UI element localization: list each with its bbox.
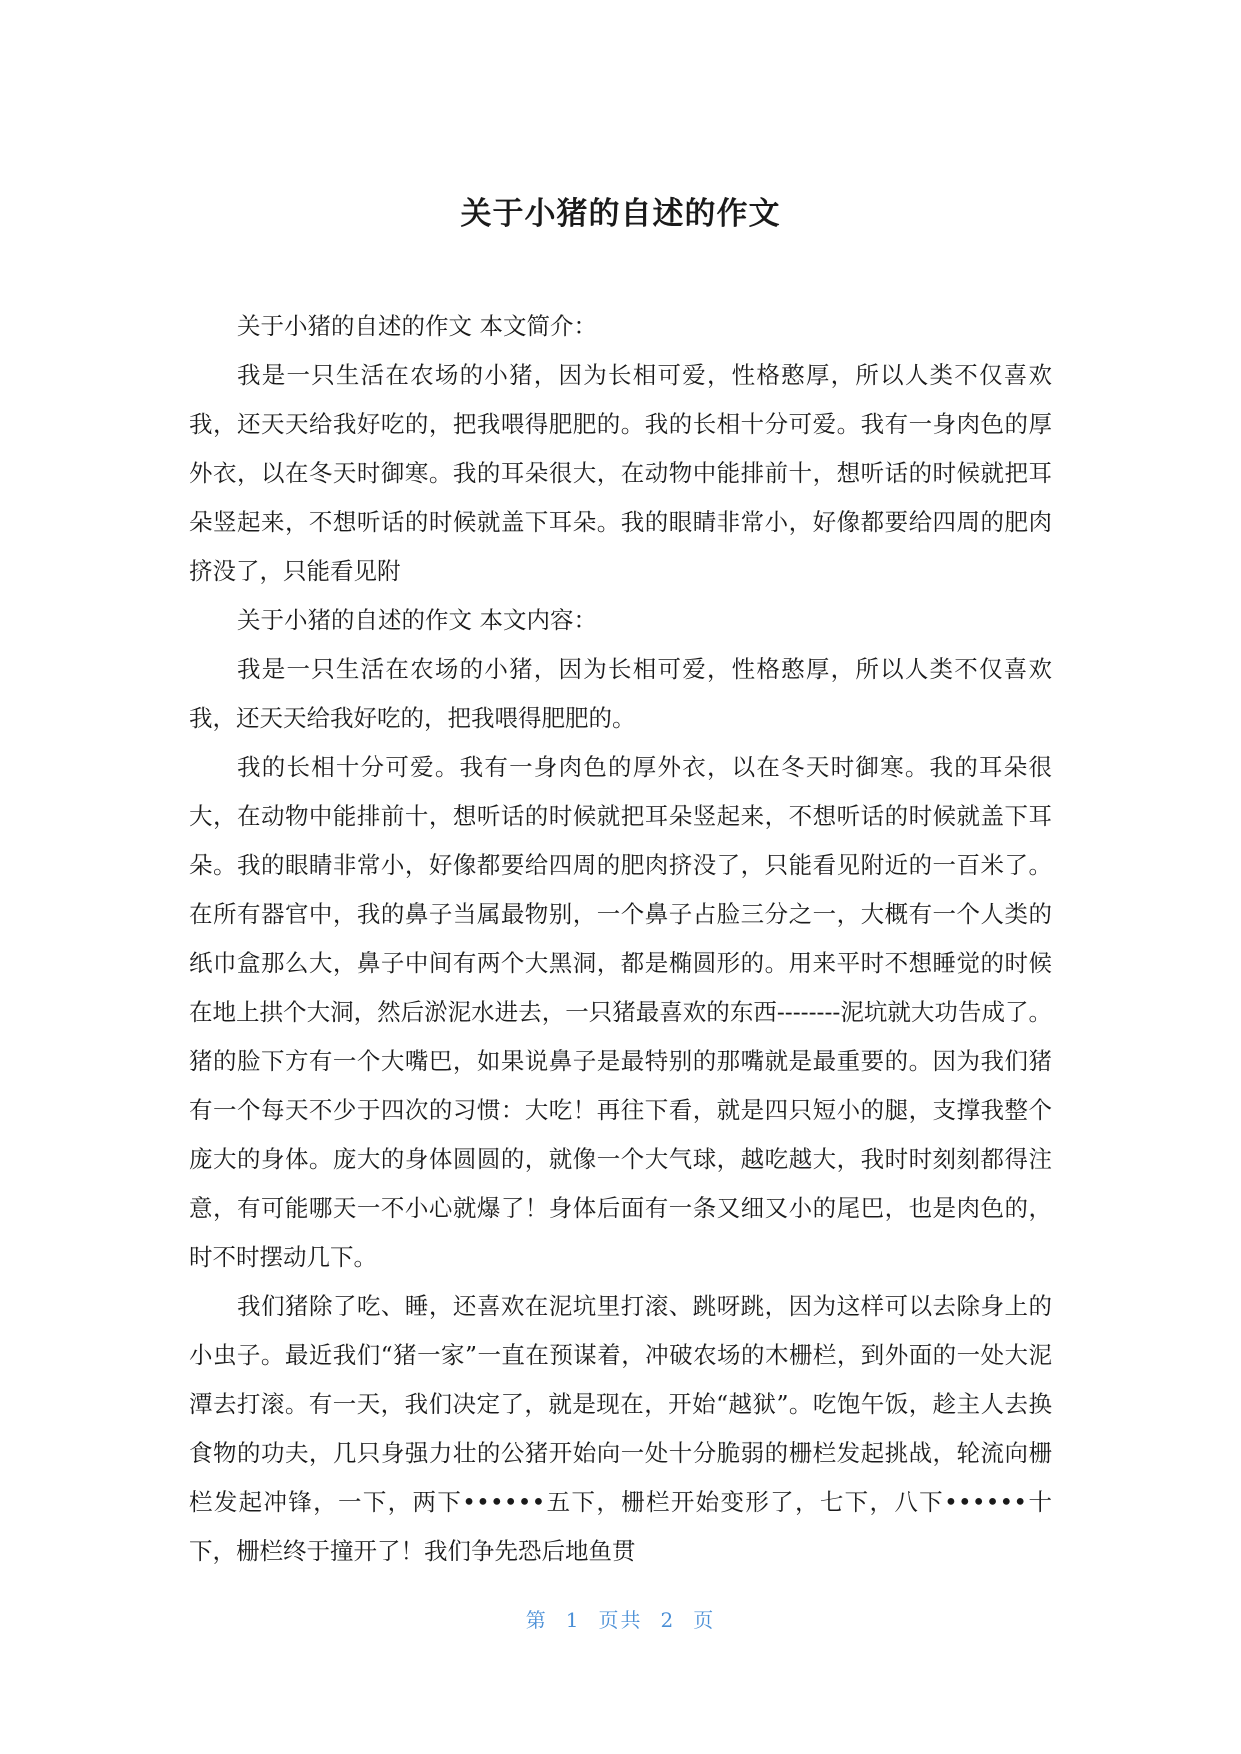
footer-prefix: 第 [525,1608,548,1632]
document-title: 关于小猪的自述的作文 [460,196,781,232]
footer-mid: 页共 [598,1608,643,1632]
paragraph-content-heading: 关于小猪的自述的作文 本文内容： [237,606,597,634]
paragraph-intro-summary: 我是一只生活在农场的小猪，因为长相可爱，性格憨厚，所以人类不仅喜欢我，还天天给我好吃的，把我喂得肥肥的。我的长相十分可爱。我有一身肉色的厚外衣，以在冬天时御寒。我的耳朵很大，在动物中能排前十，想听话的时候就把耳朵竖起来，不想听话的时候就盖下耳朵。我的眼睛非常小，好像都要给四周的肥肉挤没了，只能看见附 [189,361,1052,585]
paragraph-content-1: 我是一只生活在农场的小猪，因为长相可爱，性格憨厚，所以人类不仅喜欢我，还天天给我好吃的，把我喂得肥肥的。 [189,655,1052,732]
document-body [189,302,1052,1576]
footer-total-pages: 2 [660,1608,676,1632]
paragraph-intro-heading: 关于小猪的自述的作文 本文简介： [237,312,597,340]
paragraph-content-2: 我的长相十分可爱。我有一身肉色的厚外衣，以在冬天时御寒。我的耳朵很大，在动物中能排前十，想听话的时候就把耳朵竖起来，不想听话的时候就盖下耳朵。我的眼睛非常小，好像都要给四周的肥肉挤没了，只能看见附近的一百米了。在所有器官中，我的鼻子当属最物别，一个鼻子占脸三分之一，大概有一个人类的纸巾盒那么大，鼻子中间有两个大黑洞，都是椭圆形的。用来平时不想睡觉的时候在地上拱个大洞，然后淤泥水进去，一只猪最喜欢的东西--------泥坑就大功告成了。猪的脸下方有一个大嘴巴，如果说鼻子是最特别的那嘴就是最重要的。因为我们猪有一个每天不少于四次的习惯：大吃！再往下看，就是四只短小的腿，支撑我整个庞大的身体。庞大的身体圆圆的，就像一个大气球，越吃越大，我时时刻刻都得注意，有可能哪天一不小心就爆了！身体后面有一条又细又小的尾巴，也是肉色的，时不时摆动几下。 [189,753,1052,1271]
footer-suffix: 页 [693,1608,716,1632]
paragraph-content-3: 我们猪除了吃、睡，还喜欢在泥坑里打滚、跳呀跳，因为这样可以去除身上的小虫子。最近我们“猪一家”一直在预谋着，冲破农场的木栅栏，到外面的一处大泥潭去打滚。有一天，我们决定了，就是现在，开始“越狱”。吃饱午饭，趁主人去换食物的功夫，几只身强力壮的公猪开始向一处十分脆弱的栅栏发起挑战，轮流向栅栏发起冲锋，一下，两下••••••五下，栅栏开始变形了，七下，八下••••••十下，栅栏终于撞开了！我们争先恐后地鱼贯 [189,1292,1052,1565]
footer-current-page: 1 [565,1608,581,1632]
page-number-footer [0,1604,1241,1633]
